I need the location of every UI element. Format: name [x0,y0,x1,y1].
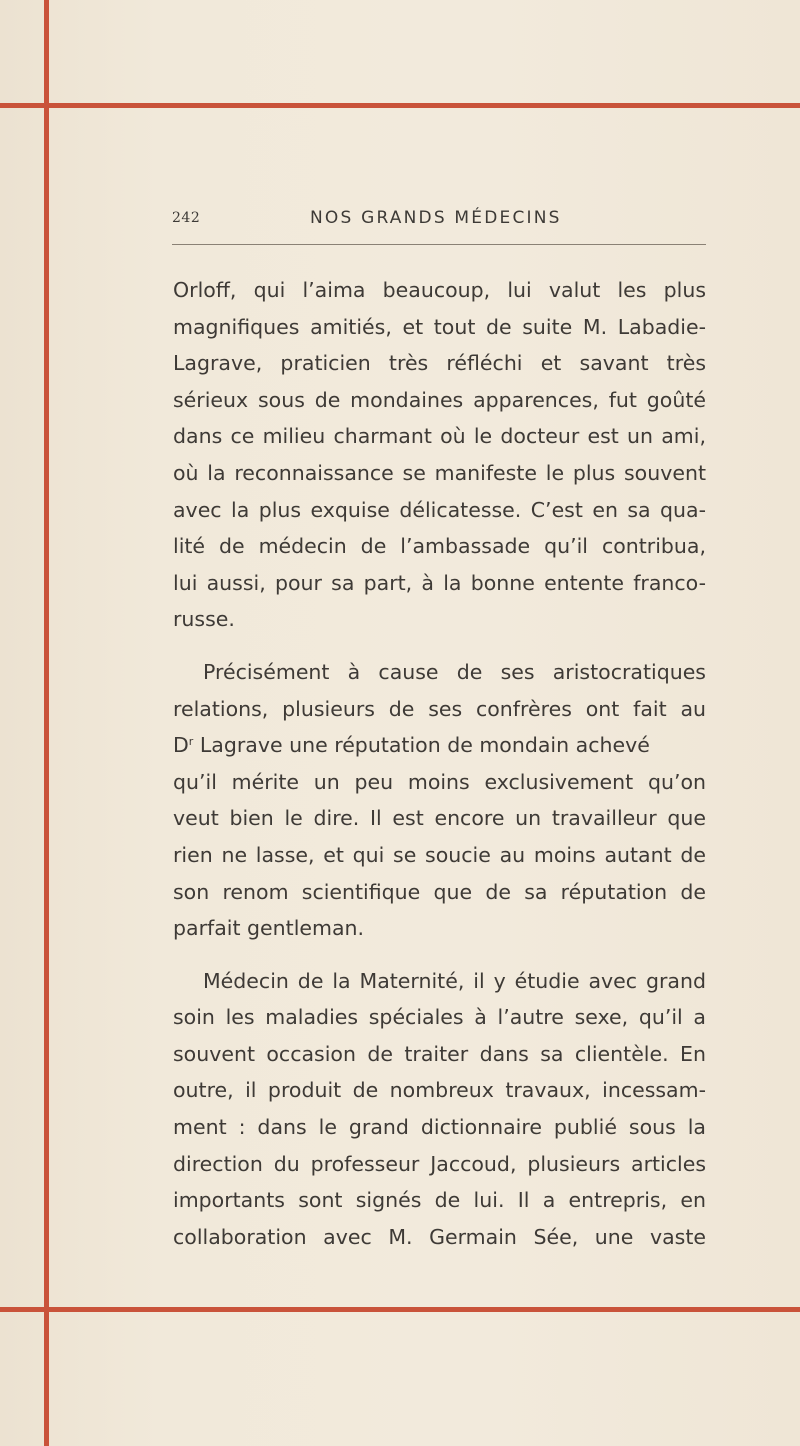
body-text [173,272,706,1255]
text-line: veut bien le dire. Il est encore un travailleur que [173,806,706,831]
running-title: NOS GRANDS MÉDECINS [310,208,562,228]
text-line: rien ne lasse, et qui se soucie au moins autant de [173,842,706,867]
text-line: russe. [173,607,235,632]
text-line: où la reconnaissance se manifeste le plus souvent [173,460,706,485]
text-line: soin les maladies spéciales à l’autre sexe, qu’il a [173,1005,706,1030]
doctor-abbreviation-superscript: r [188,735,194,749]
doctor-abbreviation: D [173,733,189,758]
page-number: 242 [172,210,201,226]
text-line: collaboration avec M. Germain Sée, une vaste [173,1224,706,1249]
text-line: dans ce milieu charmant où le docteur est un ami, [173,424,706,449]
text-line: ment : dans le grand dictionnaire publié sous la [173,1115,706,1140]
paragraph-gap [173,638,706,654]
text-line: lité de médecin de l’ambassade qu’il contribua, [173,534,706,559]
text-line: souvent occasion de traiter dans sa clientèle. En [173,1041,706,1066]
text-line-with-abbreviation [173,727,706,764]
margin-rule-bottom [0,1307,800,1312]
text-line: lui aussi, pour sa part, à la bonne entente franco- [173,570,706,595]
text-line: Précisément à cause de ses aristocratiques [203,659,706,684]
page-header [172,206,706,245]
text-line: importants sont signés de lui. Il a entrepris, en [173,1188,706,1213]
margin-rule-vertical [44,0,49,1446]
text-line: avec la plus exquise délicatesse. C’est en sa qua- [173,497,706,522]
text-line: Lagrave, praticien très réfléchi et savant très [173,351,706,376]
text-line: son renom scientifique que de sa réputation de [173,879,706,904]
text-line: parfait gentleman. [173,916,365,941]
text-line: magnifiques amitiés, et tout de suite M. Labadie- [173,314,706,339]
text-line: direction du professeur Jaccoud, plusieurs articles [173,1151,706,1176]
text-line-rest: Lagrave une réputation de mondain achevé [199,733,650,758]
text-line: relations, plusieurs de ses confrères ont fait au [173,696,706,721]
text-line: Médecin de la Maternité, il y étudie avec grand [203,968,706,993]
paragraph-gap [173,947,706,963]
margin-rule-top [0,103,800,108]
text-line: outre, il produit de nombreux travaux, incessam- [173,1078,706,1103]
text-line: qu’il mérite un peu moins exclusivement qu’on [173,769,706,794]
text-line: Orloff, qui l’aima beaucoup, lui valut les plus [173,278,706,302]
text-line: sérieux sous de mondaines apparences, fut goûté [173,387,706,412]
